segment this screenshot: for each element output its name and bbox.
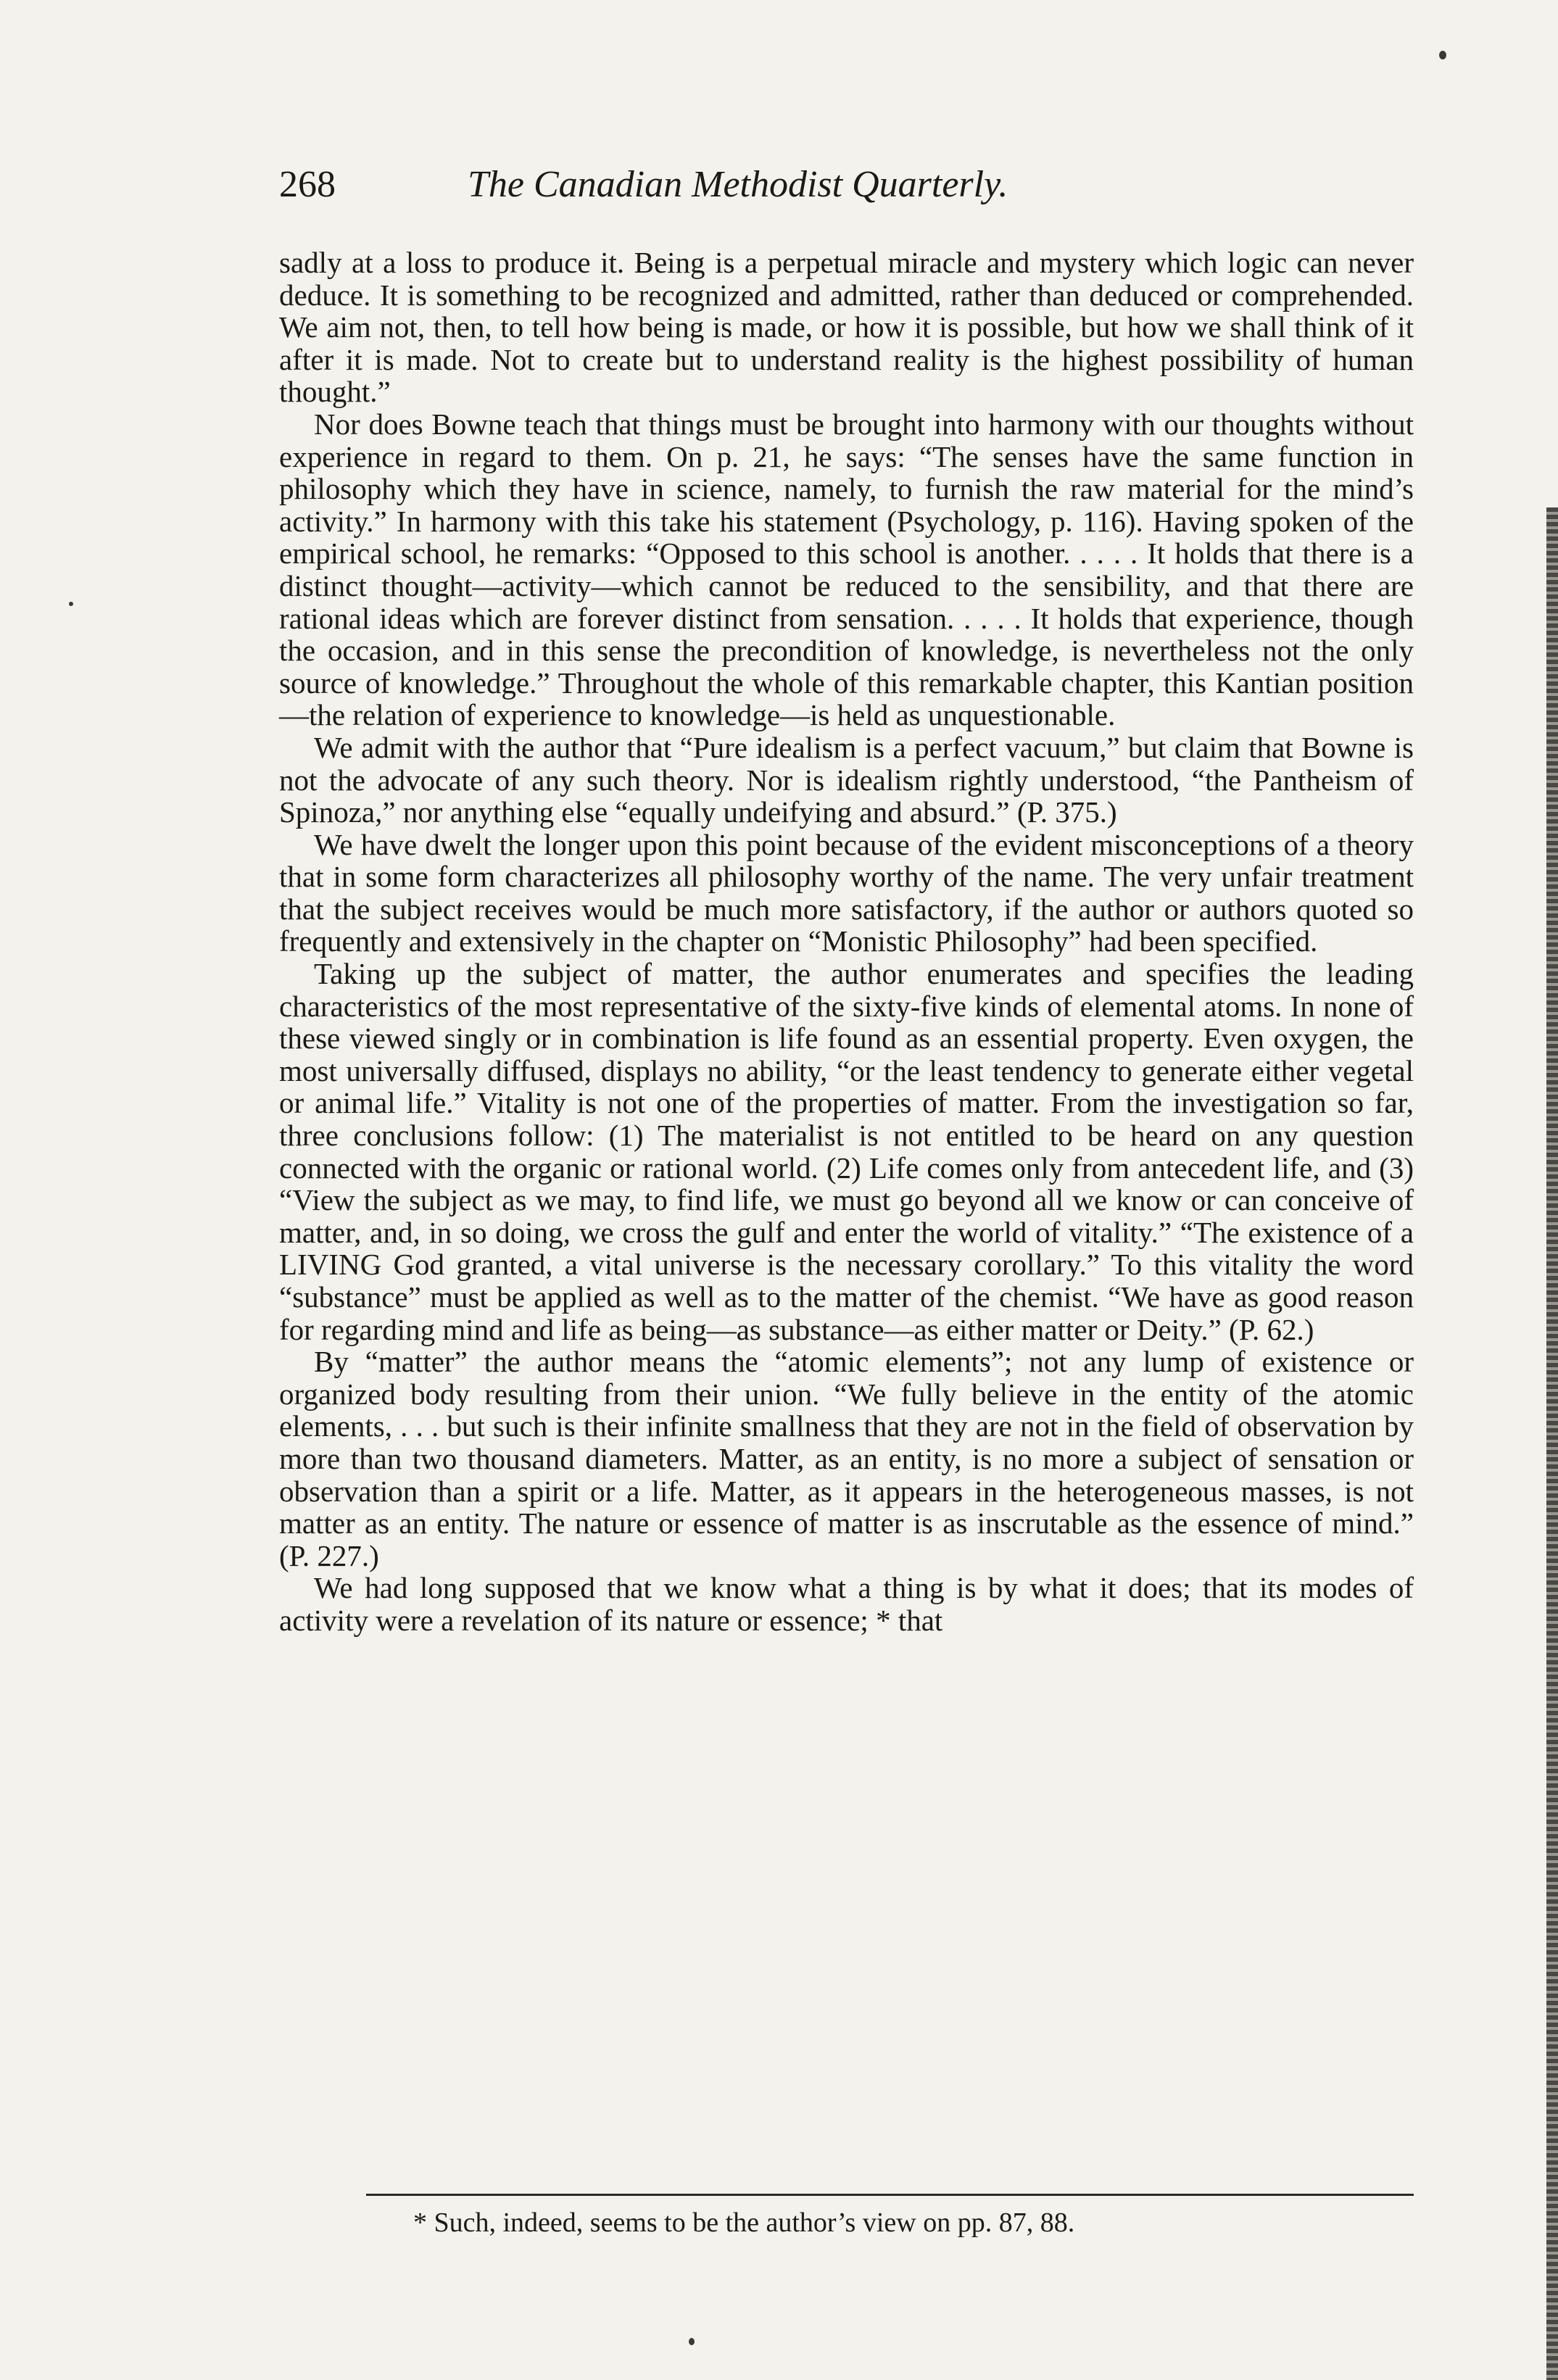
scan-speck [69,602,73,606]
paragraph: By “matter” the author means the “atomic elements”; not any lump of existence or organized body resulting from their union. “We fully believe in the entity of the atomic elements, . . . but such is their infinite smallness that they are not in the field of observation by more than two thousand diameters. Matter, as an entity, is no more a subject of sensation or observation than a spirit or a life. Matter, as it appears in the heterogeneous masses, is not matter as an entity. The nature or essence of matter is as inscrutable as the essence of mind.” (P. 227.) [279,1345,1414,1572]
footnote-divider [366,2194,1414,2196]
page-header [279,152,1414,217]
page-binding-edge [1546,507,1558,2380]
paragraph: We admit with the author that “Pure idealism is a perfect vacuum,” but claim that Bowne is not the advocate of any such theory. Nor is idealism rightly understood, “the Pantheism of Spinoza,” nor anything else “equally undeifying and absurd.” (P. 375.) [279,730,1414,829]
scan-speck [1439,51,1446,59]
page-number: 268 [279,164,336,205]
paragraph: We have dwelt the longer upon this point because of the evident misconceptions of a theory that in some form characterizes all philosophy worthy of the name. The very unfair treatment that the subject receives would be much more satisfactory, if the author or authors quoted so frequently and extensively in the chapter on “Monistic Philosophy” had been specified. [279,827,1414,958]
running-title: The Canadian Methodist Quarterly. [468,164,1008,205]
scan-speck [689,2338,695,2345]
footnote: * Such, indeed, seems to be the author’s view on pp. 87, 88. [413,2207,1075,2238]
paragraph: Taking up the subject of matter, the author enumerates and specifies the leading characteristics of the most representative of the sixty-five kinds of elemental atoms. In none of these viewed singly or in combination is life found as an essential property. Even oxygen, the most universally diffused, displays no ability, “or the least tendency to generate either vegetal or animal life.” Vitality is not one of the properties of matter. From the investigation so far, three conclusions follow: (1) The materialist is not entitled to be heard on any question connected with the organic or rational world. (2) Life comes only from antecedent life, and (3) “View the subject as we may, to find life, we must go beyond all we know or can conceive of matter, and, in so doing, we cross the gulf and enter the world of vitality.” “The existence of a LIVING God granted, a vital universe is the necessary corollary.” To this vitality the word “substance” must be applied as well as to the matter of the chemist. “We have as good reason for regarding mind and life as being—as substance—as either matter or Deity.” (P. 62.) [279,957,1414,1346]
paragraph: sadly at a loss to produce it. Being is a perpetual miracle and mystery which logic can never deduce. It is something to be recognized and admitted, rather than deduced or comprehended. We aim not, then, to tell how being is made, or how it is possible, but how we shall think of it after it is made. Not to create but to understand reality is the highest possibility of human thought.” [279,246,1414,409]
paragraph: Nor does Bowne teach that things must be brought into harmony with our thoughts without experience in regard to them. On p. 21, he says: “The senses have the same function in philosophy which they have in science, namely, to furnish the raw material for the mind’s activity.” In harmony with this take his statement (Psychology, p. 116). Having spoken of the empirical school, he remarks: “Opposed to this school is another. . . . . It holds that there is a distinct thought—activity—which cannot be reduced to the sensibility, and that there are rational ideas which are forever distinct from sensation. . . . . It holds that experience, though the occasion, and in this sense the precondition of knowledge, is nevertheless not the only source of knowledge.” Throughout the whole of this remarkable chapter, this Kantian position—the relation of experience to knowledge—is held as unquestionable. [279,407,1414,732]
body-text [279,246,1414,1637]
document-page [279,152,1414,2327]
paragraph: We had long supposed that we know what a thing is by what it does; that its modes of activity were a revelation of its nature or essence; * that [279,1571,1414,1637]
